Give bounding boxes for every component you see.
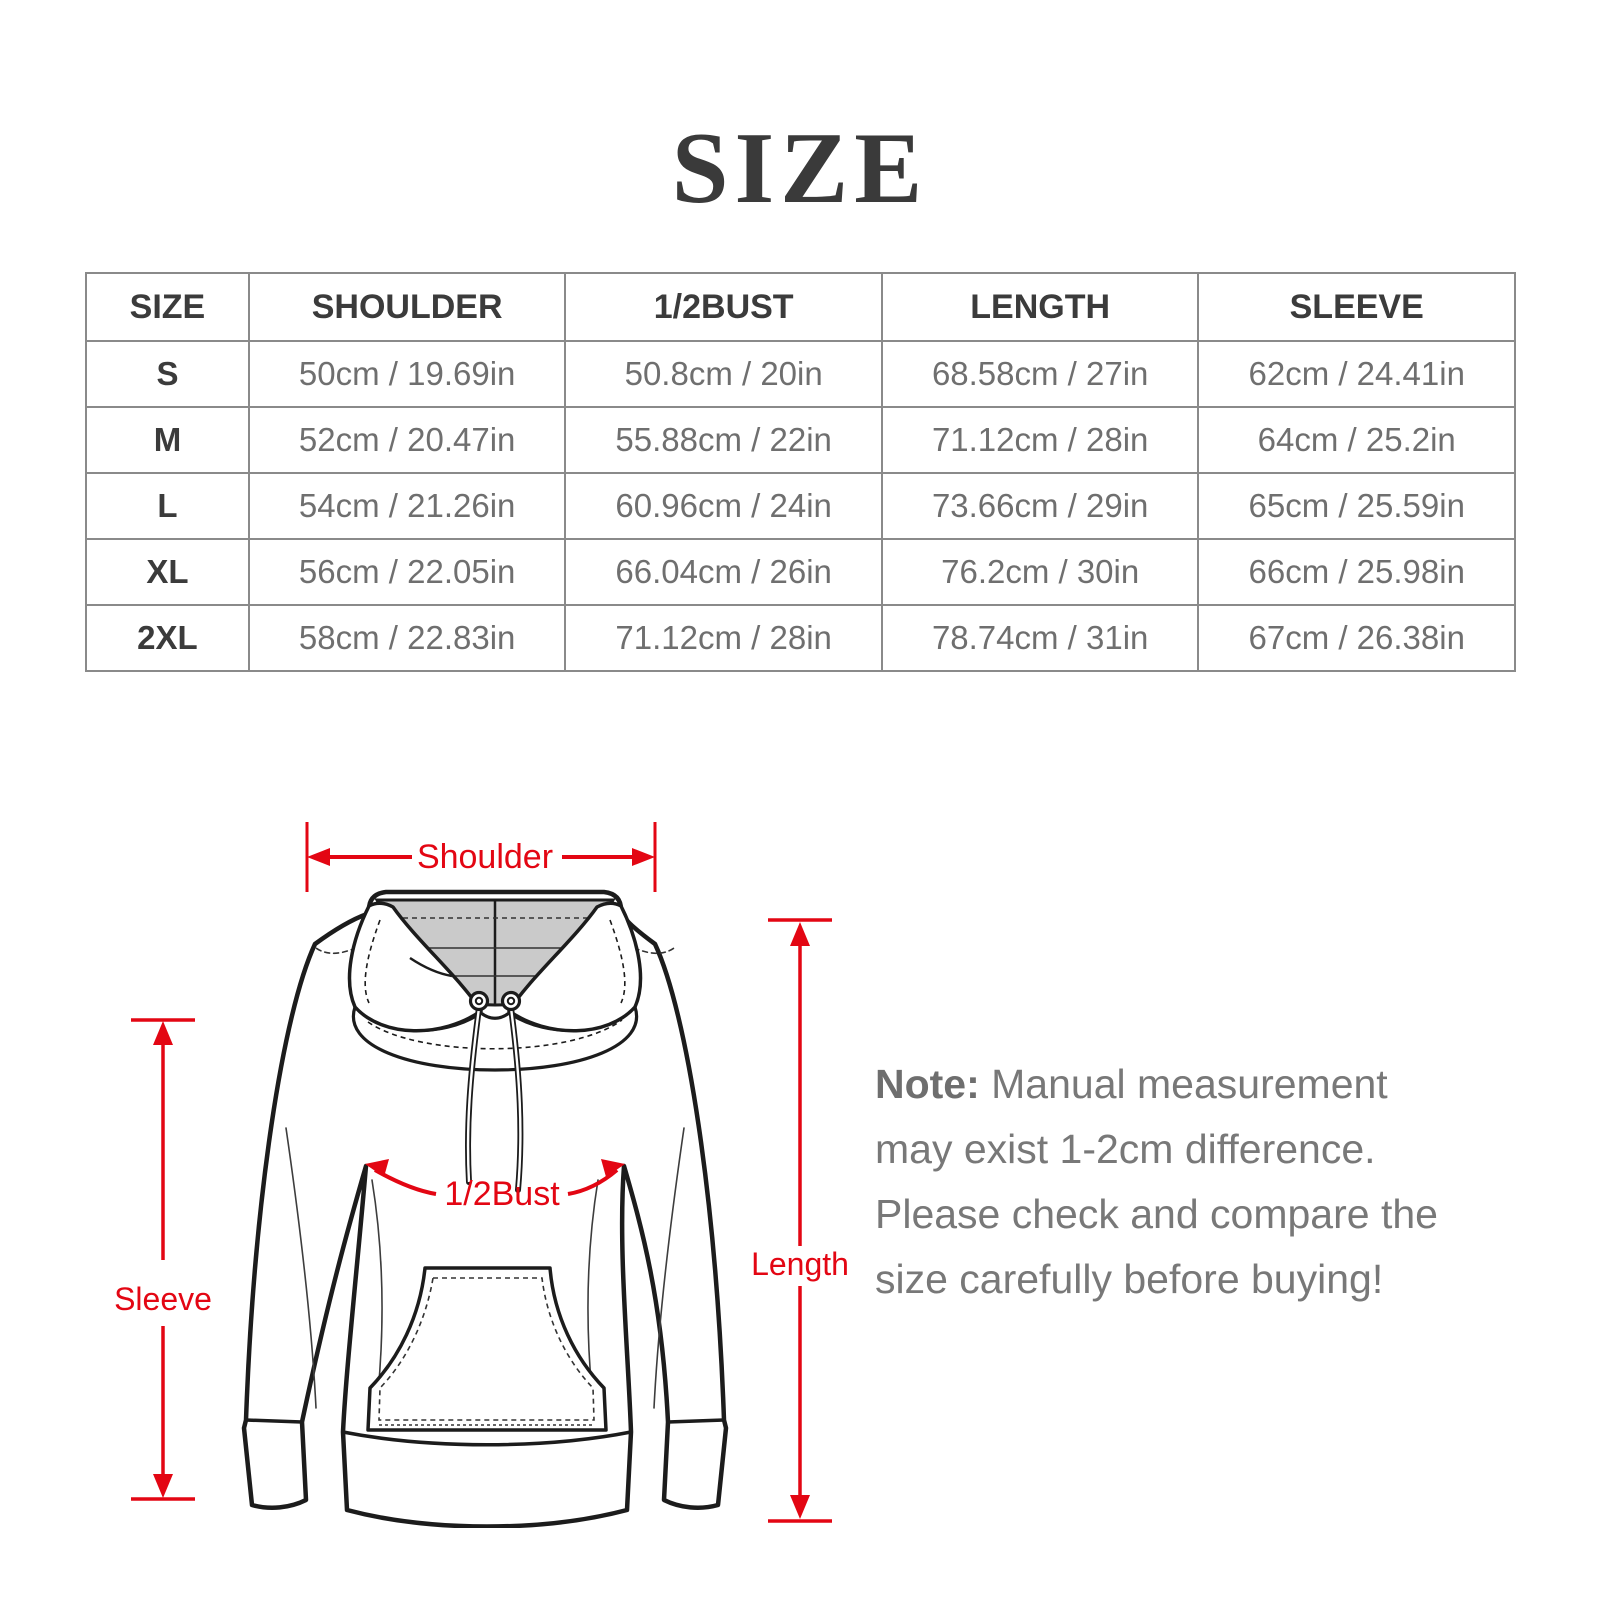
shoulder-label: Shoulder [416, 838, 554, 876]
cell-size: XL [86, 539, 249, 605]
cell-size: M [86, 407, 249, 473]
cell-sleeve: 67cm / 26.38in [1198, 605, 1515, 671]
cell-halfbust: 55.88cm / 22in [565, 407, 882, 473]
table-header-row [86, 273, 1515, 341]
half-bust-label: 1/2Bust [444, 1175, 560, 1213]
note-text [875, 1052, 1475, 1312]
col-header-shoulder: SHOULDER [249, 273, 566, 341]
table-row [86, 407, 1515, 473]
hoodie-line-drawing [80, 808, 860, 1528]
table-row [86, 341, 1515, 407]
col-header-halfbust: 1/2BUST [565, 273, 882, 341]
cell-halfbust: 50.8cm / 20in [565, 341, 882, 407]
table-row [86, 473, 1515, 539]
cell-halfbust: 71.12cm / 28in [565, 605, 882, 671]
col-header-size: SIZE [86, 273, 249, 341]
table-row [86, 605, 1515, 671]
cell-size: L [86, 473, 249, 539]
table-row [86, 539, 1515, 605]
cell-shoulder: 58cm / 22.83in [249, 605, 566, 671]
length-label: Length [751, 1246, 849, 1282]
sleeve-label: Sleeve [114, 1281, 212, 1317]
cell-shoulder: 52cm / 20.47in [249, 407, 566, 473]
col-header-sleeve: SLEEVE [1198, 273, 1515, 341]
cell-shoulder: 50cm / 19.69in [249, 341, 566, 407]
cell-sleeve: 66cm / 25.98in [1198, 539, 1515, 605]
cell-sleeve: 62cm / 24.41in [1198, 341, 1515, 407]
cell-length: 78.74cm / 31in [882, 605, 1199, 671]
page-title: SIZE [671, 112, 929, 225]
cell-length: 73.66cm / 29in [882, 473, 1199, 539]
sleeve-arrow [131, 1020, 195, 1499]
hoodie-measurement-diagram [80, 808, 860, 1528]
length-arrow [768, 920, 832, 1521]
note-body: Manual measurement may exist 1-2cm difference. Please check and compare the size carefully before buying! [875, 1061, 1438, 1302]
col-header-length: LENGTH [882, 273, 1199, 341]
cell-length: 76.2cm / 30in [882, 539, 1199, 605]
cell-halfbust: 60.96cm / 24in [565, 473, 882, 539]
cell-size: S [86, 341, 249, 407]
cell-sleeve: 64cm / 25.2in [1198, 407, 1515, 473]
cell-length: 71.12cm / 28in [882, 407, 1199, 473]
size-chart-table [85, 272, 1516, 672]
note-prefix: Note: [875, 1061, 980, 1107]
cell-shoulder: 54cm / 21.26in [249, 473, 566, 539]
cell-halfbust: 66.04cm / 26in [565, 539, 882, 605]
cell-sleeve: 65cm / 25.59in [1198, 473, 1515, 539]
cell-length: 68.58cm / 27in [882, 341, 1199, 407]
cell-shoulder: 56cm / 22.05in [249, 539, 566, 605]
cell-size: 2XL [86, 605, 249, 671]
